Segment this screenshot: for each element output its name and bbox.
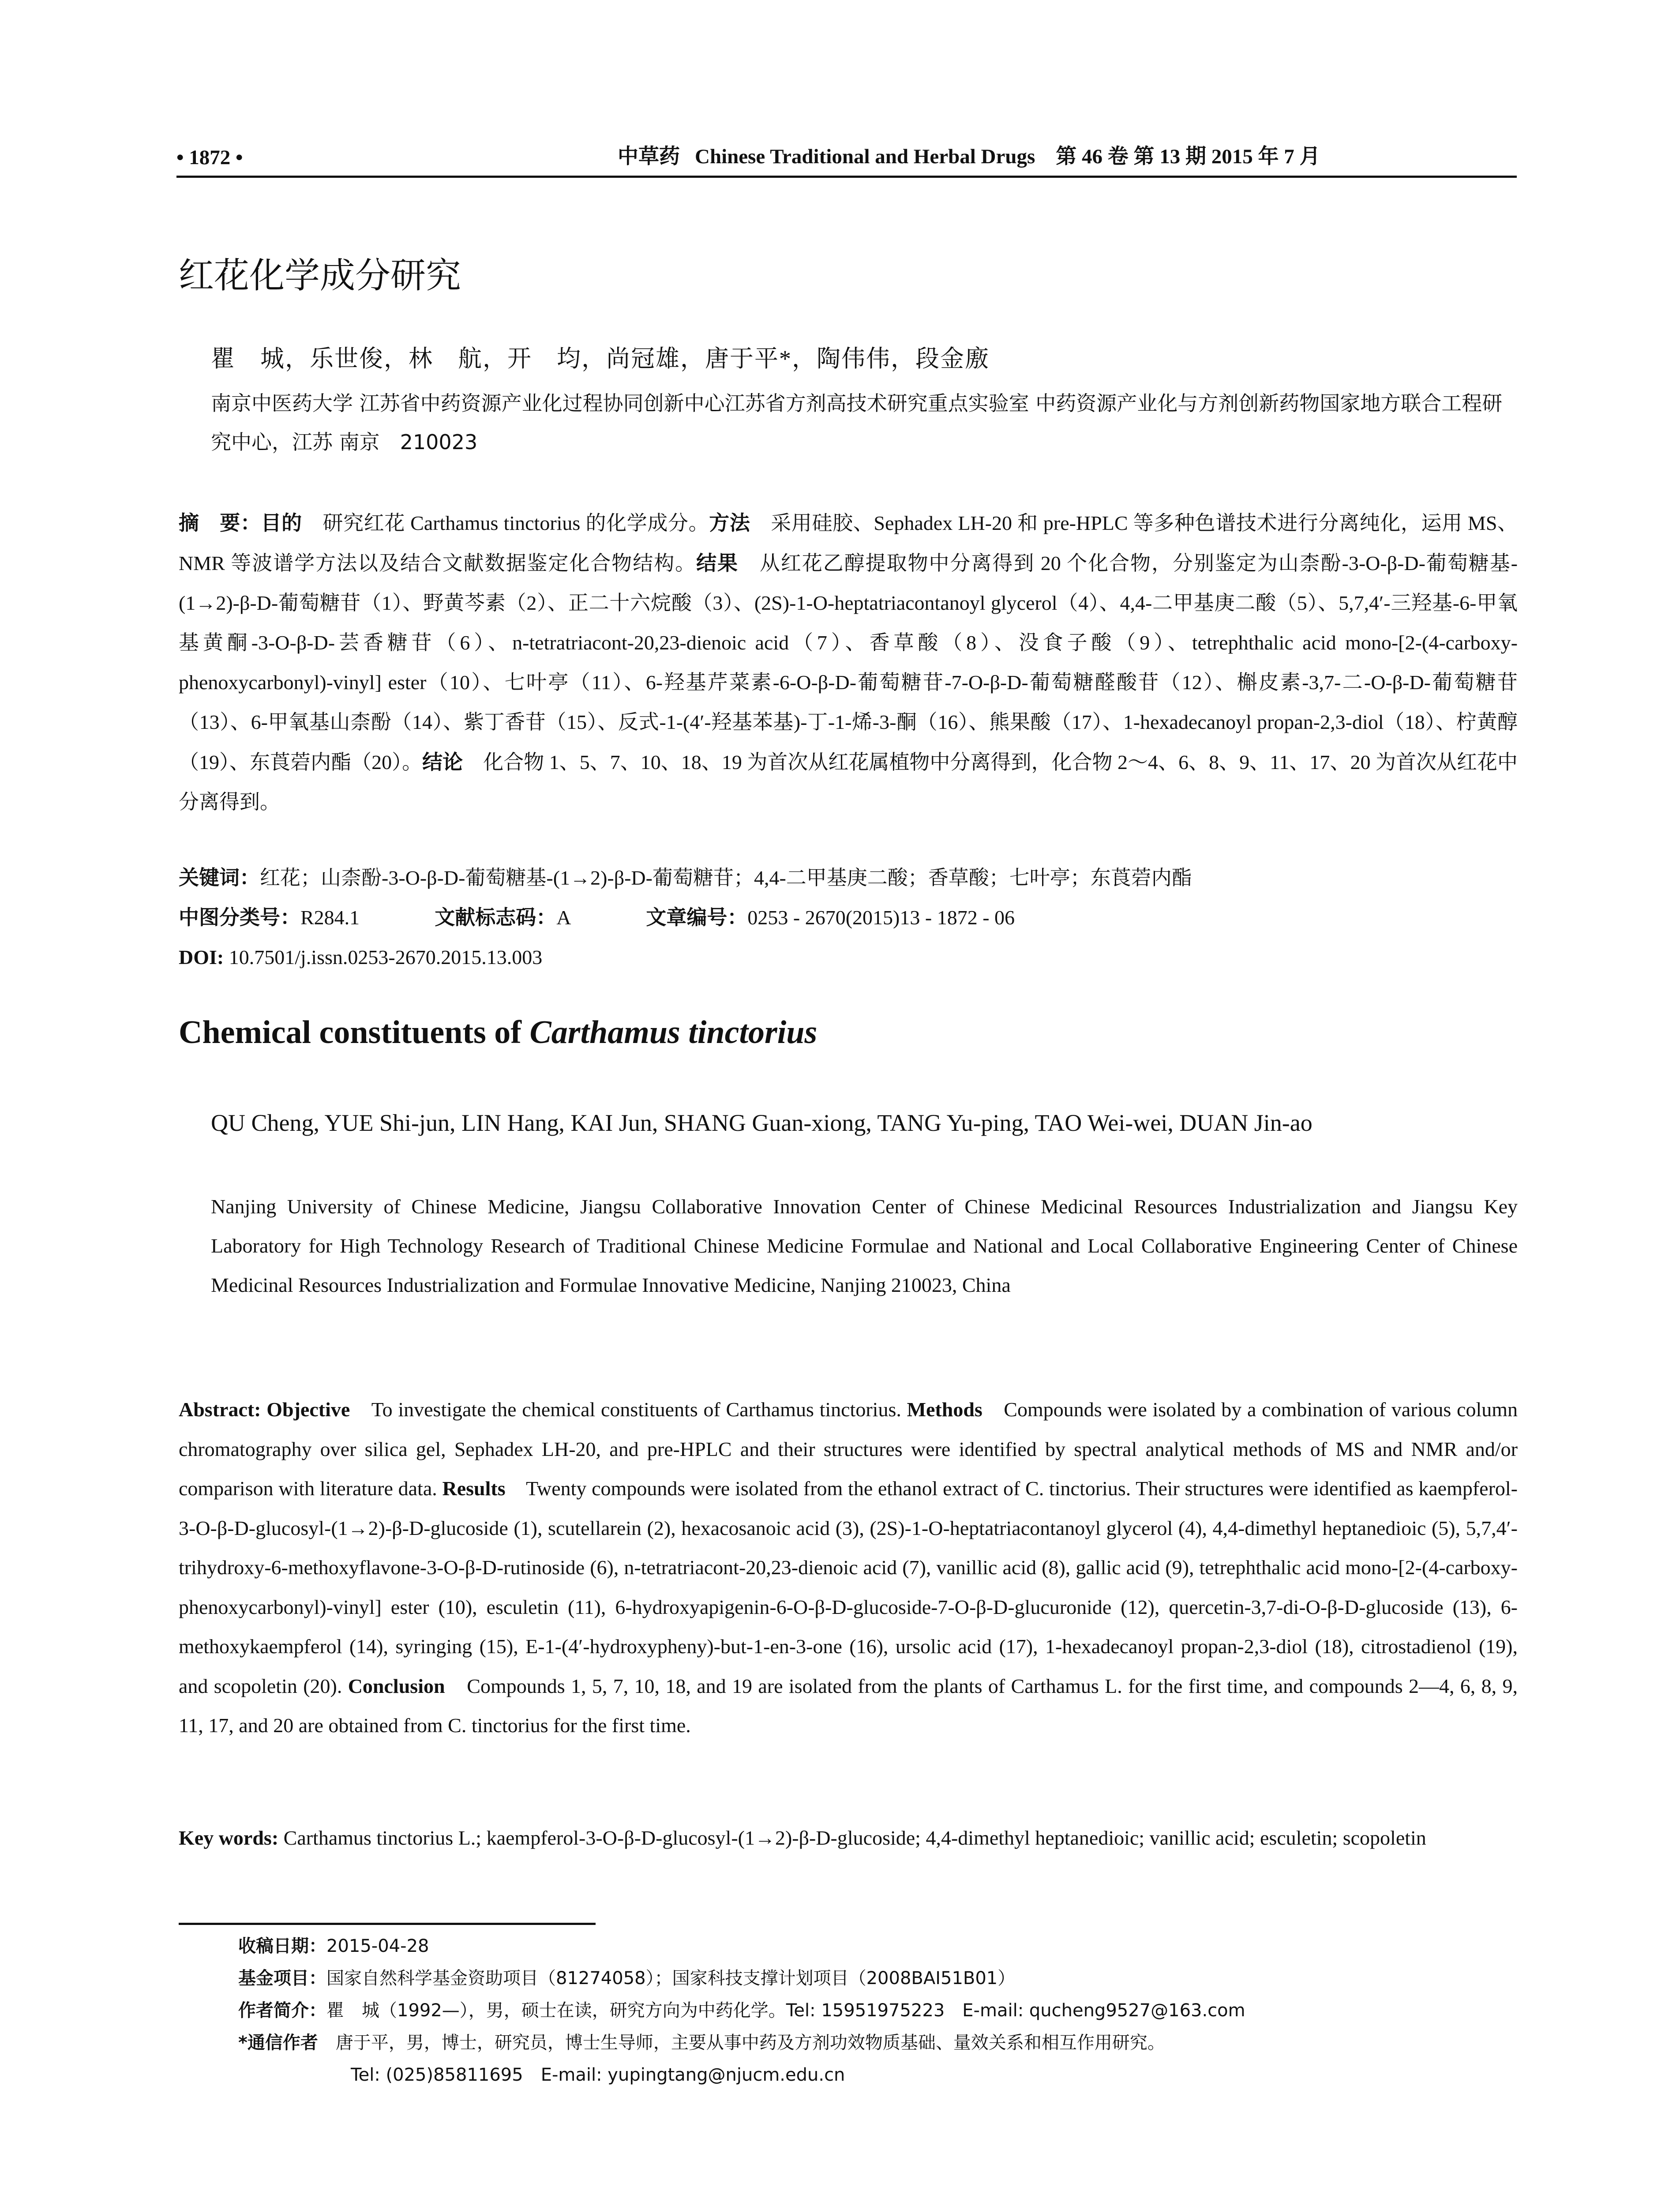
page-number: • 1872 • <box>176 146 243 169</box>
cn-methods-label: 方法 <box>709 511 750 535</box>
doi-label: DOI: <box>179 946 224 968</box>
journal-title-cn: 中草药 <box>618 144 680 169</box>
cn-keywords-text: 红花；山柰酚-3-O-β-D-葡萄糖基-(1→2)-β-D-葡萄糖苷；4,4-二甲基庚二酸；香草酸；七叶亭；东莨菪内酯 <box>260 867 1192 889</box>
footnotes <box>238 1930 1518 2091</box>
cn-abstract <box>179 503 1518 822</box>
author-bio-label: 作者简介： <box>238 2000 326 2021</box>
journal-issue: 第 46 卷 第 13 期 2015 年 7 月 <box>1056 145 1320 168</box>
cn-title: 红花化学成分研究 <box>179 255 461 296</box>
en-objective-label: Objective <box>266 1398 350 1421</box>
cn-methods-text: 采用硅胶、Sephadex LH-20 和 pre-HPLC 等多种色谱技术进行分离纯化，运用 MS、NMR 等波谱学方法以及结合文献数据鉴定化合物结构。 <box>179 512 1518 574</box>
en-results-label: Results <box>442 1477 506 1500</box>
en-abstract <box>179 1390 1518 1745</box>
clc-value: R284.1 <box>300 906 360 929</box>
en-methods-label: Methods <box>907 1398 982 1421</box>
doc-code-group <box>435 898 571 938</box>
doc-code-label: 文献标志码： <box>435 906 557 929</box>
cn-objective-label: 目的 <box>261 511 302 535</box>
footnote-rule <box>179 1923 596 1925</box>
article-id-value: 0253 - 2670(2015)13 - 1872 - 06 <box>747 906 1015 929</box>
en-keywords-text: Carthamus tinctorius L.; kaempferol-3-O-β-D-glucosyl-(1→2)-β-D-glucoside; 4,4-dimethyl heptanedioic; vanillic acid; esculetin; scopoletin <box>283 1827 1426 1849</box>
cn-affiliation: 南京中医药大学 江苏省中药资源产业化过程协同创新中心江苏省方剂高技术研究重点实验室 中药资源产业化与方剂创新药物国家地方联合工程研究中心，江苏 南京 210023 <box>211 391 1503 454</box>
en-title-italic: Carthamus tinctorius <box>529 1014 818 1050</box>
article-id-label: 文章编号： <box>646 906 748 929</box>
en-results-text: Twenty compounds were isolated from the ethanol extract of C. tinctorius. Their structures were identified as kaempferol-3-O-β-D-glucosyl-(1→2)-β-D-glucoside (1), scutellarein (2), hexacosanoic acid (3), (2S)-1-O-heptatriacontanoyl glycerol (4), 4,4-dimethyl heptanedioic (5), 5,7,4′-trihydroxy-6-methoxyflavone-3-O-β-D-rutinoside (6), n-tetratriacont-20,23-dienoic acid (7), vanillic acid (8), gallic acid (9), tetrephthalic acid mono-[2-(4-carboxy-phenoxycarbonyl)-vinyl] ester (10), esculetin (11), 6-hydroxyapigenin-6-O-β-D-glucoside-7-O-β-D-glucuronide (12), quercetin-3,7-di-O-β-D-glucoside (13), 6-methoxykaempferol (14), syringing (15), E-1-(4′-hydroxypheny)-but-1-en-3-one (16), ursolic acid (17), 1-hexadecanoyl propan-2,3-diol (18), citrostadienol (19), and scopoletin (20). <box>179 1477 1518 1697</box>
doi-value: 10.7501/j.issn.0253-2670.2015.13.003 <box>229 946 543 968</box>
en-objective-text: To investigate the chemical constituents of Carthamus tinctorius. <box>371 1398 901 1421</box>
cn-keywords <box>179 858 1518 898</box>
corresponding-label: *通信作者 <box>238 2033 318 2053</box>
corresponding-value: 唐于平，男，博士，研究员，博士生导师，主要从事中药及方剂功效物质基础、量效关系和相互作用研究。 <box>335 2033 1165 2053</box>
en-abstract-label: Abstract: <box>179 1398 261 1421</box>
doc-code-value: A <box>556 906 571 929</box>
cn-classification <box>179 898 1518 938</box>
journal-title-en: Chinese Traditional and Herbal Drugs <box>695 145 1035 168</box>
footnote-corresponding <box>238 2027 1518 2059</box>
fund-value: 国家自然科学基金资助项目（81274058）；国家科技支撑计划项目（2008BAI51B01） <box>326 1968 1016 1988</box>
cn-conclusion-label: 结论 <box>422 750 463 774</box>
en-keywords <box>179 1818 1518 1858</box>
cn-keywords-label: 关键词： <box>179 867 260 889</box>
author-bio-value: 瞿 城（1992—），男，硕士在读，研究方向为中药化学。Tel: 15951975223 E-mail: qucheng9527@163.com <box>326 2000 1245 2021</box>
received-value: 2015-04-28 <box>326 1936 429 1956</box>
cn-objective-text: 研究红花 Carthamus tinctorius 的化学成分。 <box>322 512 709 534</box>
running-header <box>176 138 1517 178</box>
en-conclusion-label: Conclusion <box>348 1674 445 1697</box>
en-title <box>179 1014 817 1051</box>
fund-label: 基金项目： <box>238 1968 326 1988</box>
en-title-plain: Chemical constituents of <box>179 1014 530 1050</box>
article-id-group <box>646 898 1015 938</box>
cn-conclusion-text: 化合物 1、5、7、10、18、19 为首次从红花属植物中分离得到，化合物 2～4、6、8、9、11、17、20 为首次从红花中分离得到。 <box>179 751 1518 813</box>
journal-title <box>618 140 1320 169</box>
footnote-received <box>238 1930 1518 1962</box>
cn-results-label: 结果 <box>696 551 739 575</box>
en-methods-text: Compounds were isolated by a combination of various column chromatography over silica gel, Sephadex LH-20, and pre-HPLC and their structures were identified by spectral analytical methods of MS and NMR and/or comparison with literature data. <box>179 1398 1518 1500</box>
footnote-author <box>238 1995 1518 2027</box>
en-keywords-label: Key words: <box>179 1827 279 1849</box>
en-affiliation: Nanjing University of Chinese Medicine, Jiangsu Collaborative Innovation Center of Chinese Medicinal Resources Industrialization and Jiangsu Key Laboratory for High Technology Research of Traditional Chinese Medicine Formulae and National and Local Collaborative Engineering Center of Chinese Medicinal Resources Industrialization and Formulae Innovative Medicine, Nanjing 210023, China <box>211 1195 1518 1296</box>
clc-group <box>179 898 360 938</box>
received-label: 收稿日期： <box>238 1936 326 1956</box>
footnote-fund <box>238 1962 1518 1995</box>
en-conclusion-text: Compounds 1, 5, 7, 10, 18, and 19 are isolated from the plants of Carthamus L. for the first time, and compounds 2—4, 6, 8, 9, 11, 17, and 20 are obtained from C. tinctorius for the first time. <box>179 1674 1518 1737</box>
cn-results-text: 从红花乙醇提取物中分离得到 20 个化合物，分别鉴定为山柰酚-3-O-β-D-葡萄糖基-(1→2)-β-D-葡萄糖苷（1）、野黄芩素（2）、正二十六烷酸（3）、(2S)-1-O-heptatriacontanoyl glycerol（4）、4,4-二甲基庚二酸（5）、5,7,4′-三羟基-6-甲氧基黄酮-3-O-β-D-芸香糖苷（6）、n-tetratriacont-20,23-dienoic acid（7）、香草酸（8）、没食子酸（9）、tetrephthalic acid mono-[2-(4-carboxy-phenoxycarbonyl)-vinyl] ester（10）、七叶亭（11）、6-羟基芹菜素-6-O-β-D-葡萄糖苷-7-O-β-D-葡萄糖醛酸苷（12）、槲皮素-3,7-二-O-β-D-葡萄糖苷（13）、6-甲氧基山柰酚（14）、紫丁香苷（15）、反式-1-(4′-羟基苯基)-丁-1-烯-3-酮（16）、熊果酸（17）、1-hexadecanoyl propan-2,3-diol（18）、柠黄醇（19）、东莨菪内酯（20）。 <box>179 552 1518 773</box>
en-authors: QU Cheng, YUE Shi-jun, LIN Hang, KAI Jun, SHANG Guan-xiong, TANG Yu-ping, TAO Wei-wei, DUAN Jin-ao <box>211 1110 1312 1136</box>
clc-label: 中图分类号： <box>179 906 300 929</box>
footnote-corresponding-contact: Tel: (025)85811695 E-mail: yupingtang@njucm.edu.cn <box>351 2065 845 2085</box>
cn-abstract-label: 摘 要： <box>179 511 261 535</box>
cn-authors: 瞿 城，乐世俊，林 航，开 均，尚冠雄，唐于平*，陶伟伟，段金廒 <box>211 345 990 372</box>
doi <box>179 938 542 977</box>
